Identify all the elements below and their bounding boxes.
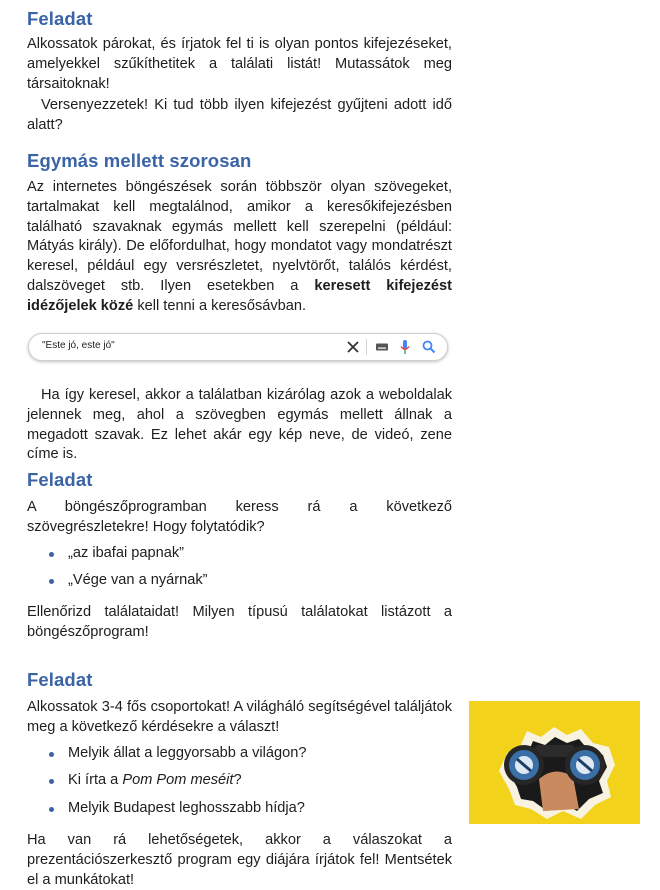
section-p1-end: kell tenni a keresősávban. <box>133 297 307 314</box>
divider <box>366 339 367 355</box>
task2-outro: Ellenőrizd találataidat! Milyen típusú találatokat listázott a böngészőprogram! <box>27 604 452 640</box>
task3-block <box>27 669 452 890</box>
list-item <box>27 544 452 564</box>
list-item <box>27 744 452 764</box>
task1-paragraph-2: Versenyezzetek! Ki tud több ilyen kifejezést gyűjteni adott idő alatt? <box>27 97 452 134</box>
task3-heading: Feladat <box>27 669 93 690</box>
microphone-icon[interactable] <box>396 338 414 356</box>
section-heading: Egymás mellett szorosan <box>27 150 252 171</box>
task3-intro: Alkossatok 3-4 fős csoportokat! A világháló segítségével találjátok meg a következő kérdésekre a választ! <box>27 699 452 735</box>
bullet-icon <box>49 752 54 757</box>
task1-block <box>27 8 452 136</box>
keyboard-icon[interactable] <box>373 338 391 356</box>
list-item-text: „Vége van a nyárnak” <box>68 572 208 589</box>
task2-heading: Feladat <box>27 469 93 490</box>
list-item-text: Melyik Budapest leghosszabb hídja? <box>68 800 305 817</box>
section-p1-bold: keresett kifejezést idézőjelek közé <box>27 277 452 314</box>
bullet-icon <box>49 779 54 784</box>
bullet-icon <box>49 552 54 557</box>
list-item <box>27 771 452 791</box>
list-item <box>27 799 452 819</box>
section-block-2 <box>27 386 452 465</box>
task2-block <box>27 469 452 643</box>
binoculars-photo <box>469 701 640 824</box>
bullet-icon <box>49 579 54 584</box>
bullet-icon <box>49 807 54 812</box>
task3-outro: Ha van rá lehetőségetek, akkor a válaszokat a prezentációszerkesztő program egy diájára írjátok fel! Mentsétek el a munkátokat! <box>27 831 452 888</box>
book-title: Pom Pom meséit <box>122 772 234 789</box>
task2-intro: A böngészőprogramban keress rá a következő szövegrészletekre! Hogy folytatódik? <box>27 499 452 535</box>
list-item-text-end: ? <box>233 772 242 789</box>
section-paragraph-1 <box>27 178 452 317</box>
section-p1-start: Az internetes böngészések során többször olyan szövegeket, tartalmakat kell megtalálnod, amikor a keresőkifejezésben található szavaknak egymás mellett kell szerepelni (például: Mátyás király). De előfordulhat, hogy mondatot vagy mondatrészt keresel, például egy versrészletet, nyelvtörőt, találós kérdést, dalszöveget stb. Ilyen esetekben a <box>27 179 452 294</box>
task2-list <box>27 544 452 592</box>
search-icon[interactable] <box>420 338 438 356</box>
list-item <box>27 571 452 591</box>
task3-list <box>27 744 452 819</box>
list-item-text: Ki írta a <box>68 772 123 789</box>
list-item-text: Melyik állat a leggyorsabb a világon? <box>68 744 307 761</box>
section-block <box>27 150 452 317</box>
task1-heading: Feladat <box>27 8 93 29</box>
search-bar[interactable] <box>28 333 448 361</box>
list-item-text: „az ibafai papnak” <box>68 544 185 561</box>
section-paragraph-2: Ha így keresel, akkor a találatban kizárólag azok a weboldalak jelennek meg, ahol a szövegben egymás mellett állnak a megadott szavak. Ez lehet akár egy kép neve, de videó, zene címe is. <box>27 387 452 463</box>
close-icon[interactable] <box>344 338 362 356</box>
binoculars-illustration <box>469 701 640 824</box>
search-query[interactable]: "Este jó, este jó" <box>42 340 115 351</box>
task1-paragraph-1: Alkossatok párokat, és írjatok fel ti is olyan pontos kifejezéseket, amelyekkel szűkíthetitek a találati listát! Mutassátok meg társaitoknak! <box>27 36 452 92</box>
